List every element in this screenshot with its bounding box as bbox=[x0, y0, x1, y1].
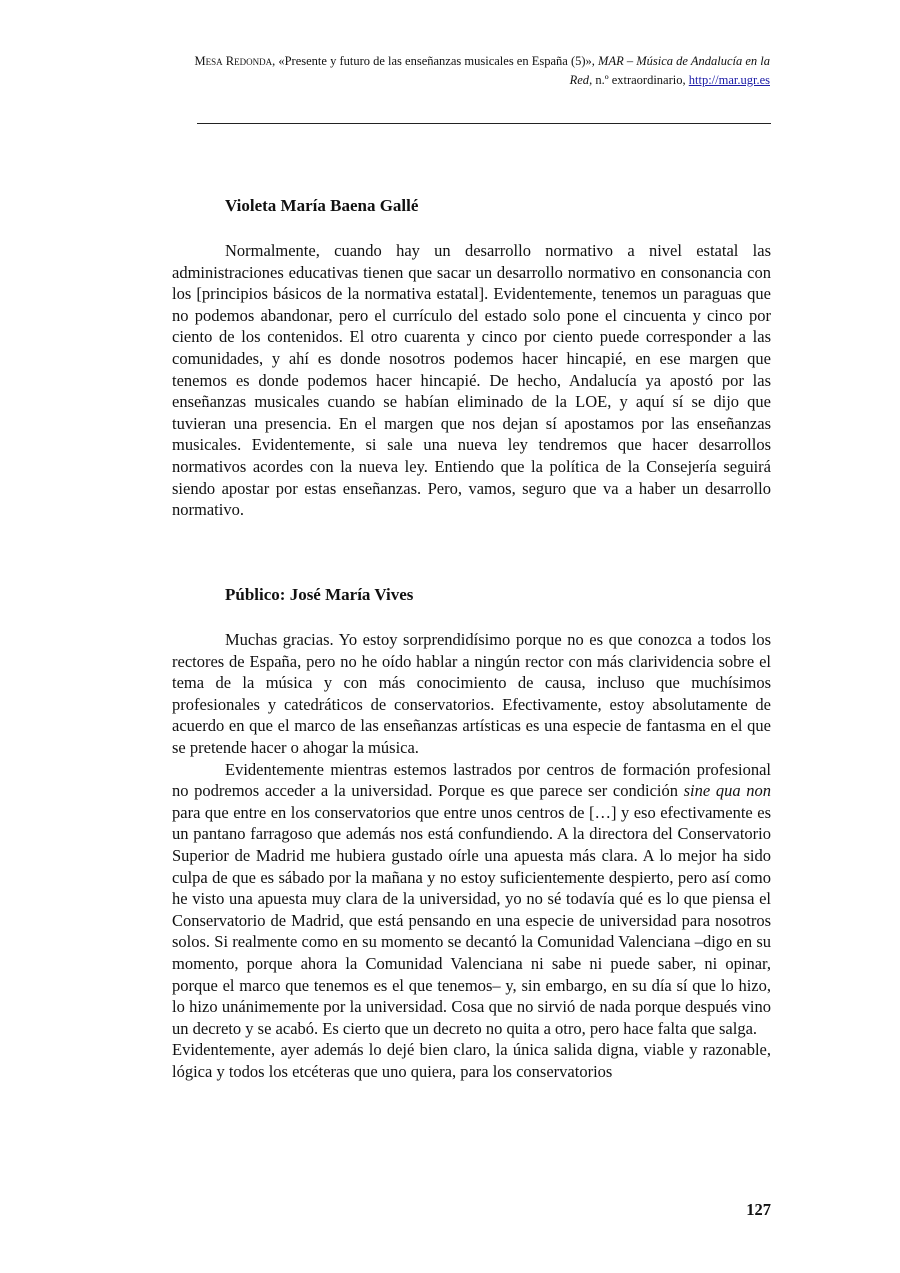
paragraph: Muchas gracias. Yo estoy sorprendidísimo porque no es que conozca a todos los rectores de España, pero no he oído hablar a ningún rector con más clarividencia sobre el tema de la música y con más conocimiento de causa, incluso que muchísimos profesionales y catedráticos de conservatorios. Efectivamente, estoy absolutamente de acuerdo en que el marco de las enseñanzas artísticas es una especie de fantasma en el que se pretende hacer o ahogar la música. bbox=[172, 630, 771, 757]
speech-block-2 bbox=[172, 629, 771, 1082]
header-url-link[interactable]: http://mar.ugr.es bbox=[688, 73, 770, 87]
header-citation-title: , «Presente y futuro de las enseñanzas musicales en España (5)», bbox=[272, 54, 599, 68]
paragraph bbox=[172, 759, 771, 1040]
paragraph: Evidentemente, ayer además lo dejé bien claro, la única salida digna, viable y razonable, lógica y todos los etcéteras que uno quiera, para los conservatorios bbox=[172, 1040, 771, 1081]
header-journal: MAR – Música de Andalucía en la Red bbox=[569, 54, 770, 87]
header-issue: , n.º extraordinario, bbox=[589, 73, 689, 87]
speaker-heading-1: Violeta María Baena Gallé bbox=[225, 196, 419, 215]
page-number: 127 bbox=[746, 1200, 771, 1219]
paragraph-text: Evidentemente mientras estemos lastrados por centros de formación profesional no podremos acceder a la universidad. Porque es que parece ser condición bbox=[172, 759, 771, 801]
header-author: Mesa Redonda bbox=[194, 54, 273, 68]
latin-phrase: sine qua non bbox=[683, 781, 771, 801]
paragraph: Normalmente, cuando hay un desarrollo normativo a nivel estatal las administraciones educativas tienen que sacar un desarrollo normativo en consonancia con los [principios básicos de la normativa estatal]. Evidentemente, tenemos un paraguas que no podemos abandonar, pero el currículo del estado solo pone el cincuenta y cinco por ciento de los contenidos. El otro cuarenta y cinco por ciento puede corresponder a las comunidades, y ahí es donde nosotros podemos hacer hincapié, en ese margen que tenemos es donde podemos hacer hincapié. De hecho, Andalucía ya apostó por las enseñanzas musicales cuando se habían eliminado de la LOE, y aquí sí se dijo que tuvieran una presencia. En el margen que nos dejan sí apostamos por las enseñanzas musicales. Evidentemente, si sale una nueva ley tendremos que hacer desarrollos normativos acordes con la nueva ley. Entiendo que la política de la Consejería seguirá siendo apostar por estas enseñanzas. Pero, vamos, seguro que va a haber un desarrollo normativo. bbox=[172, 241, 771, 520]
running-header bbox=[170, 52, 770, 90]
header-rule bbox=[197, 123, 771, 124]
speaker-heading-2: Público: José María Vives bbox=[225, 585, 414, 604]
paragraph-text: para que entre en los conservatorios que entre unos centros de […] y eso efectivamente es un pantano farragoso que además nos está confundiendo. A la directora del Conservatorio Superior de Madrid me hubiera gustado oírle una apuesta más clara. A lo mejor ha sido culpa de que es sábado por la mañana y no estoy suficientemente despierto, pero así como he visto una apuesta muy clara de la universidad, yo no sé todavía qué es lo que piensa el Conservatorio de Madrid, que está pensando en una especie de universidad para nosotros solos. Si realmente como en su momento se decantó la Comunidad Valenciana –digo en su momento, porque ahora la Comunidad Valenciana ni sabe ni puede saber, ni opinar, porque el marco que tenemos es el que tenemos– y, sin embargo, en su día sí que lo hizo, lo hizo unánimemente por la universidad. Cosa que no sirvió de nada porque después vino un decreto y se acabó. Es cierto que un decreto no quita a otro, pero hace falta que salga. bbox=[172, 802, 771, 1038]
speech-block-1 bbox=[172, 240, 771, 521]
